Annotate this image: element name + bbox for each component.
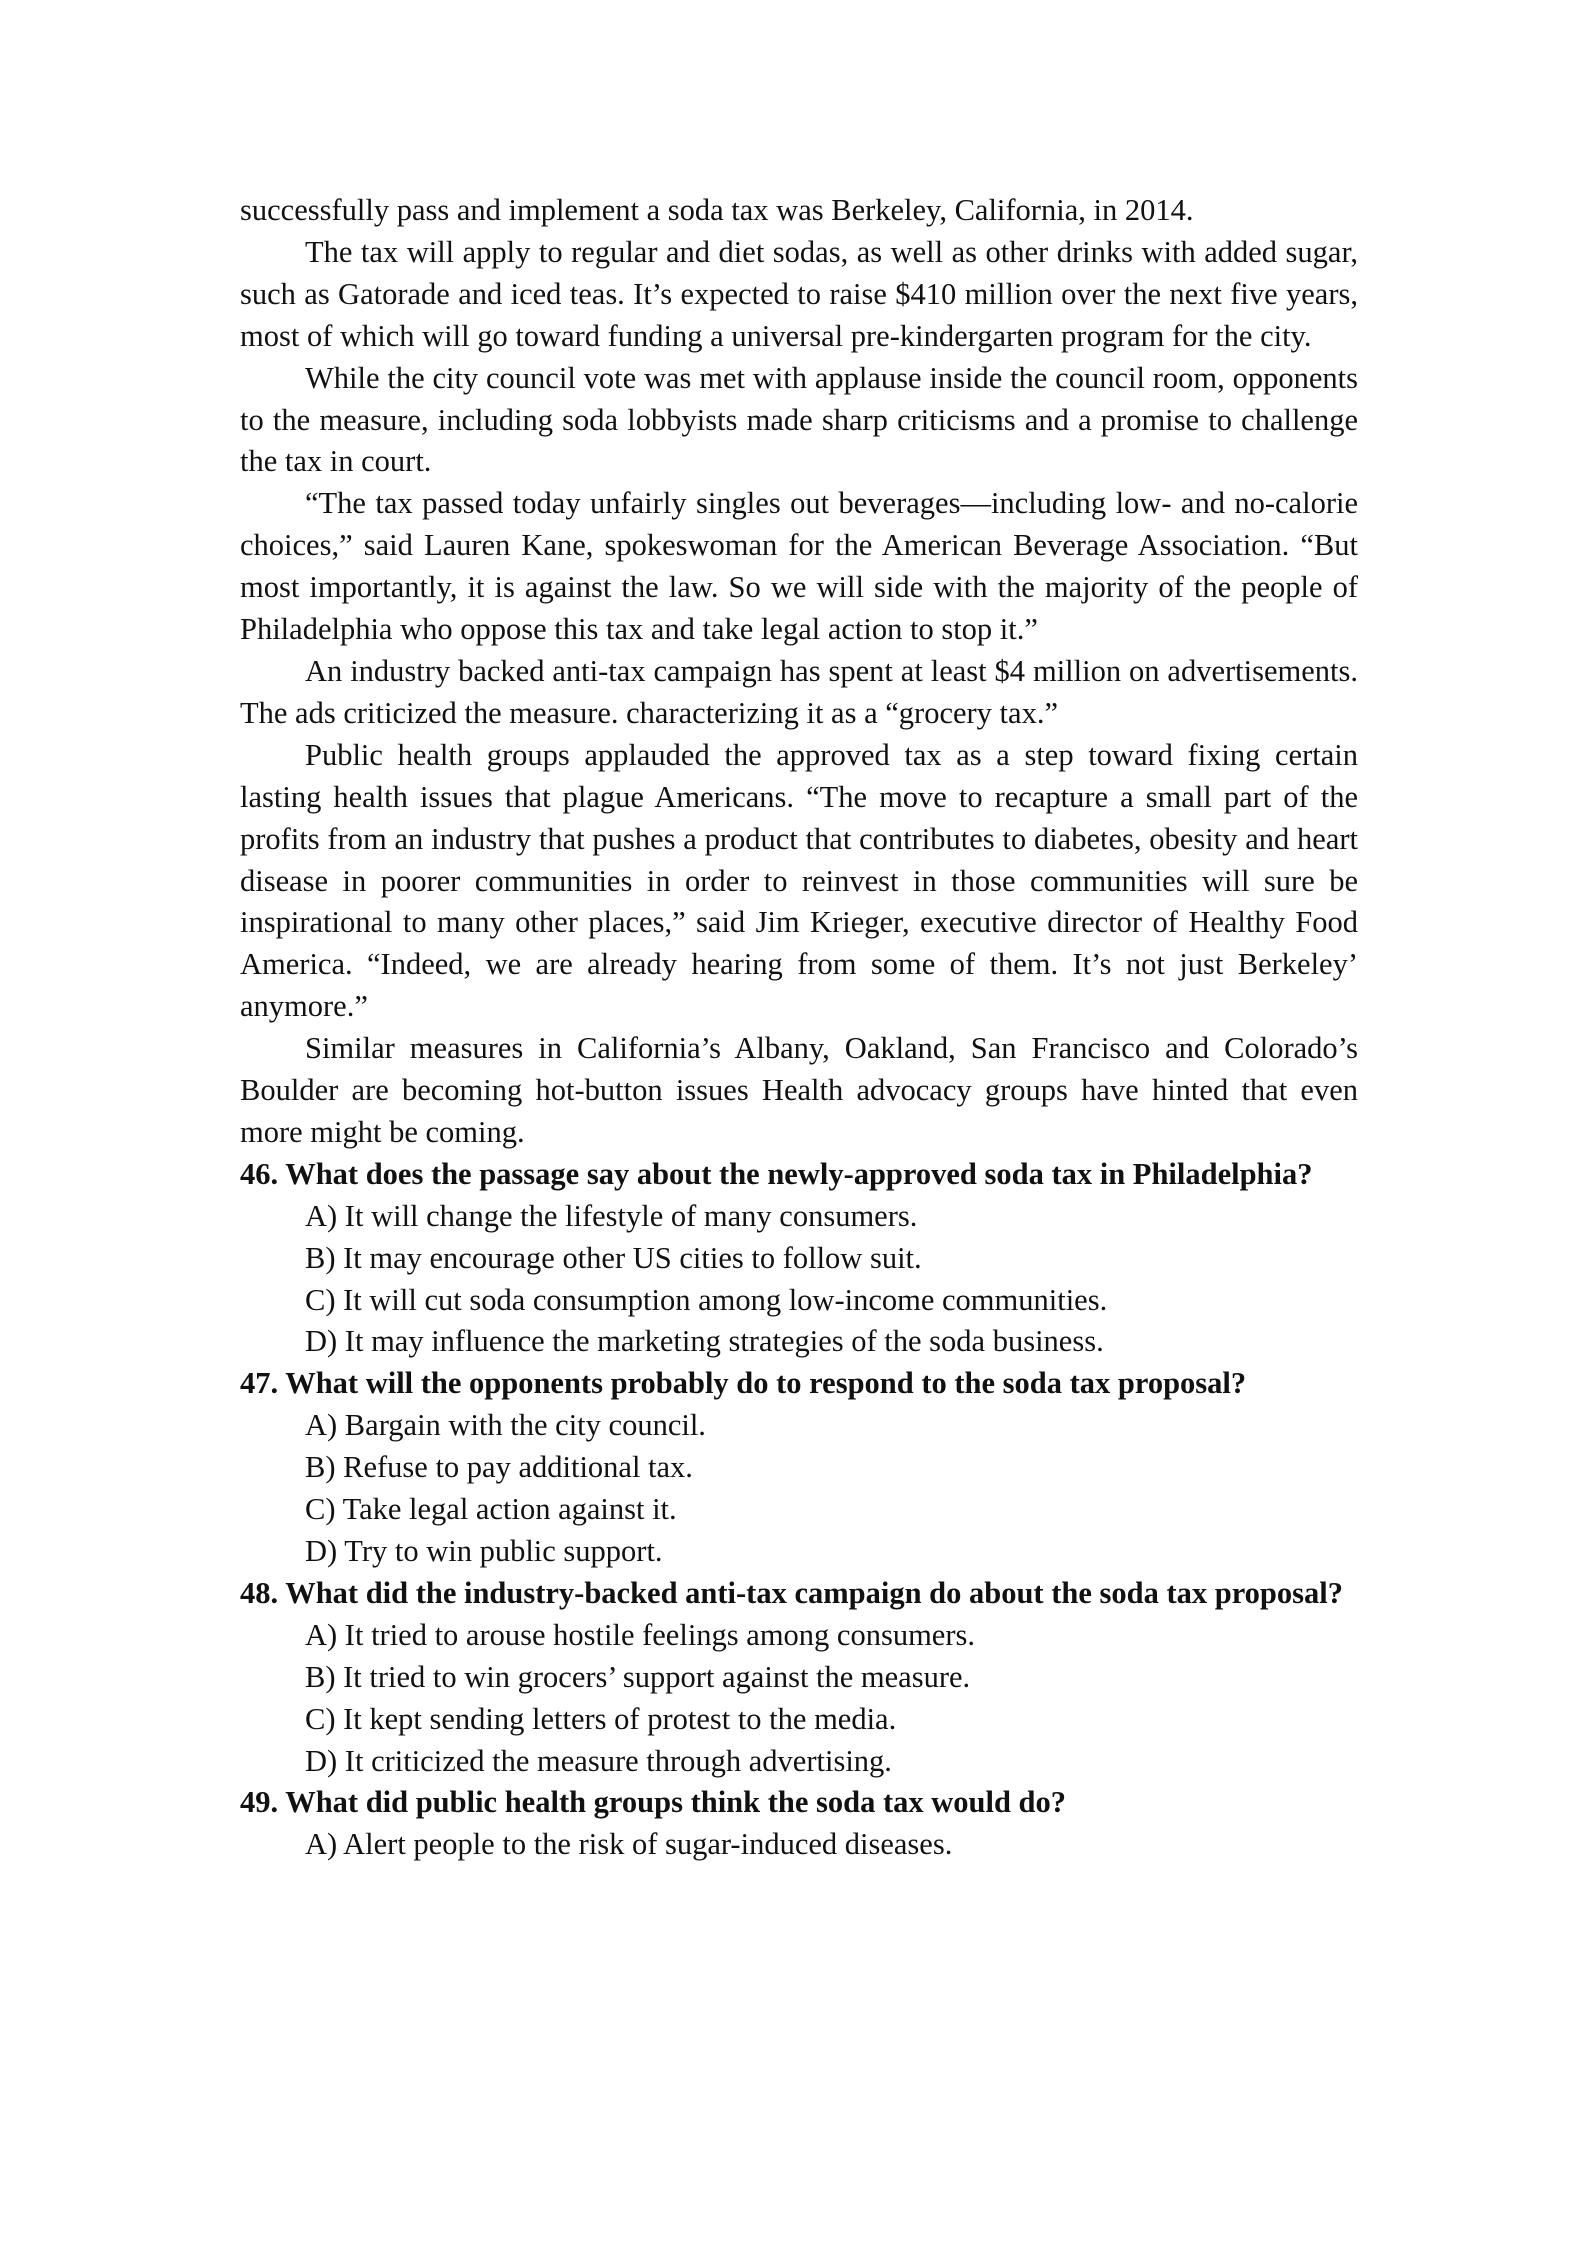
page-content — [240, 190, 1358, 1866]
option-b: B) Refuse to pay additional tax. — [305, 1450, 693, 1485]
option-list — [240, 1824, 1358, 1866]
passage-paragraph: successfully pass and implement a soda tax was Berkeley, California, in 2014. — [240, 193, 1194, 227]
option-c: C) It will cut soda consumption among low-income communities. — [305, 1282, 1108, 1317]
option-d: D) It may influence the marketing strategies of the soda business. — [305, 1324, 1104, 1359]
question-text: 48. What did the industry-backed anti-tax campaign do about the soda tax proposal? — [240, 1575, 1343, 1610]
option-d: D) It criticized the measure through advertising. — [305, 1743, 892, 1778]
option-b: B) It may encourage other US cities to follow suit. — [305, 1240, 922, 1275]
question-text: 49. What did public health groups think the soda tax would do? — [240, 1785, 1067, 1820]
passage-paragraph: While the city council vote was met with applause inside the council room, opponents to the measure, including soda lobbyists made sharp criticisms and a promise to challenge the tax in court. — [240, 360, 1358, 479]
passage-paragraph: Similar measures in California’s Albany, Oakland, San Francisco and Colorado’s Boulder are becoming hot-button issues Health advocacy groups have hinted that even more might be coming. — [240, 1031, 1358, 1149]
question-48 — [240, 1573, 1358, 1783]
passage-paragraph: The tax will apply to regular and diet sodas, as well as other drinks with added sugar, such as Gatorade and iced teas. It’s expected to raise $410 million over the next five years, most of which will go toward funding a universal pre-kindergarten program for the city. — [240, 234, 1358, 353]
question-46 — [240, 1154, 1358, 1364]
passage-paragraph: “The tax passed today unfairly singles out beverages—including low- and no-calorie choices,” said Lauren Kane, spokeswoman for the American Beverage Association. “But most importantly, it is against the law. So we will side with the majority of the people of Philadelphia who oppose this tax and take legal action to stop it.” — [240, 486, 1358, 647]
question-47 — [240, 1363, 1358, 1573]
option-a: A) Bargain with the city council. — [305, 1408, 706, 1443]
question-text: 47. What will the opponents probably do to respond to the soda tax proposal? — [240, 1366, 1247, 1401]
option-a: A) It will change the lifestyle of many consumers. — [305, 1198, 918, 1233]
option-a: A) It tried to arouse hostile feelings among consumers. — [305, 1617, 975, 1652]
option-c: C) It kept sending letters of protest to the media. — [305, 1701, 897, 1736]
option-b: B) It tried to win grocers’ support against the measure. — [305, 1659, 971, 1694]
reading-passage — [240, 190, 1358, 1154]
option-a: A) Alert people to the risk of sugar-induced diseases. — [305, 1827, 953, 1862]
option-d: D) Try to win public support. — [305, 1534, 663, 1568]
question-49 — [240, 1782, 1358, 1866]
option-list — [240, 1615, 1358, 1783]
passage-paragraph: An industry backed anti-tax campaign has spent at least $4 million on advertisements. The ads criticized the measure. characterizing it as a “grocery tax.” — [240, 653, 1358, 730]
option-c: C) Take legal action against it. — [305, 1492, 677, 1527]
passage-paragraph: Public health groups applauded the approved tax as a step toward fixing certain lasting health issues that plague Americans. “The move to recapture a small part of the profits from an industry that pushes a product that contributes to diabetes, obesity and heart disease in poorer communities in order to reinvest in those communities will sure be inspirational to many other places,” said Jim Krieger, executive director of Healthy Food America. “Indeed, we are already hearing from some of them. It’s not just Berkeley’ anymore.” — [240, 737, 1358, 1024]
question-text: 46. What does the passage say about the newly-approved soda tax in Philadelphia? — [240, 1156, 1313, 1191]
option-list — [240, 1196, 1358, 1364]
option-list — [240, 1405, 1358, 1573]
